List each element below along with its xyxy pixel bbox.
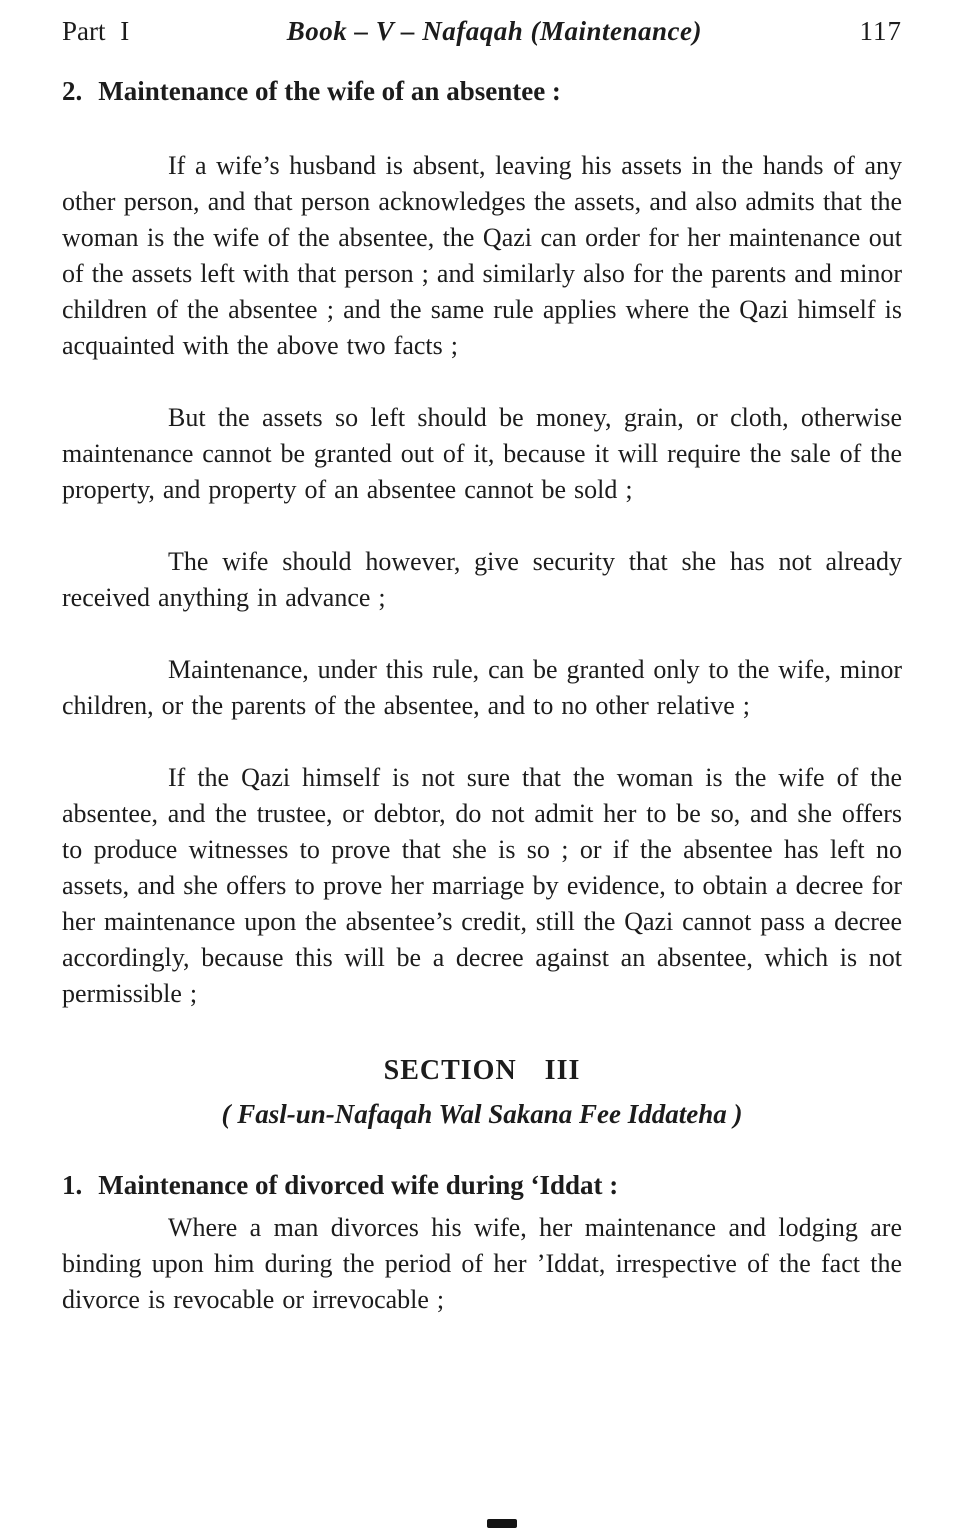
page-body: [62, 74, 902, 1318]
section-3-heading-block: [62, 1052, 902, 1132]
body-paragraph: Where a man divorces his wife, her maintenance and lodging are binding upon him during the period of her ’Iddat, irrespective of the fact the divorce is revocable or irrevocable ;: [62, 1213, 902, 1314]
section-3-subtitle: ( Fasl-un-Nafaqah Wal Sakana Fee Iddateha ): [221, 1099, 743, 1129]
clause-1-heading: [62, 1168, 902, 1202]
body-paragraph: Maintenance, under this rule, can be granted only to the wife, minor children, or the parents of the absentee, and to no other relative ;: [62, 655, 902, 720]
body-paragraph: The wife should however, give security that she has not already received anything in advance ;: [62, 547, 902, 612]
part-label: Part I: [62, 16, 130, 46]
page-number: 117: [859, 16, 902, 46]
clause-1-number: 1.: [62, 1170, 83, 1200]
clause-1-heading-text: Maintenance of divorced wife during ‘Iddat :: [98, 1170, 619, 1200]
body-paragraph: If the Qazi himself is not sure that the woman is the wife of the absentee, and the trustee, or debtor, do not admit her to be so, and she offers to produce witnesses to prove that she is so ; or if the absentee has left no assets, and she offers to prove her marriage by evidence, to obtain a decree for her maintenance upon the absentee’s credit, still the Qazi cannot pass a decree accordingly, because this will be a decree against an absentee, which is not permissible ;: [62, 763, 902, 1008]
body-paragraph: But the assets so left should be money, grain, or cloth, otherwise maintenance cannot be granted out of it, because it will require the sale of the property, and property of an absentee cannot be sold ;: [62, 403, 902, 504]
clause-2-heading: [62, 74, 902, 108]
section-3-title: SECTION III: [383, 1055, 581, 1086]
scan-artifact: [487, 1519, 517, 1528]
body-paragraph: If a wife’s husband is absent, leaving his assets in the hands of any other person, and that person acknowledges the assets, and also admits that the woman is the wife of the absentee, the Qazi can order for her maintenance out of the assets left with that person ; and similarly also for the parents and minor children of the absentee ; and the same rule applies where the Qazi himself is acquainted with the above two facts ;: [62, 151, 902, 360]
book-title: Book – V – Nafaqah (Maintenance): [286, 16, 702, 46]
clause-2-heading-text: Maintenance of the wife of an absentee :: [98, 76, 561, 106]
page-header: [62, 14, 902, 48]
clause-2-number: 2.: [62, 76, 83, 106]
